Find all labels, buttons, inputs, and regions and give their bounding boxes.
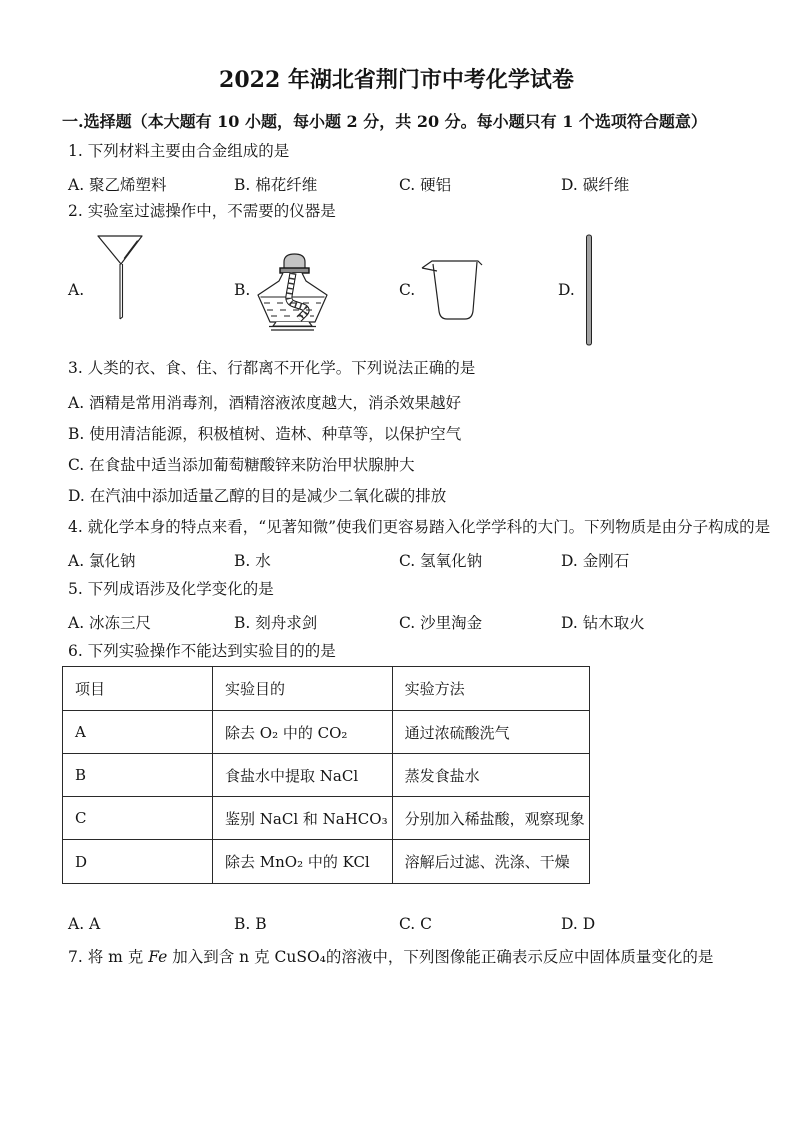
table-cell: C [63,797,213,840]
option-a: A. A [68,915,101,933]
question-1-stem: 1. 下列材料主要由合金组成的是 [68,142,290,160]
table-header-row [63,667,590,711]
question-4-options [0,549,793,569]
option-d: D. D [561,915,596,933]
option-b: B. B [234,915,267,933]
table-cell: 通过浓硫酸洗气 [392,711,589,754]
table-row [63,711,590,754]
question-7-stem-post: 加入到含 n 克 CuSO₄的溶液中，下列图像能正确表示反应中固体质量变化的是 [167,948,714,966]
glass-rod-icon [585,234,594,347]
table-cell: 蒸发食盐水 [392,754,589,797]
option-d: D. 钻木取火 [561,614,645,632]
question-7-stem [68,948,713,967]
table-cell: 分别加入稀盐酸，观察现象 [392,797,589,840]
page-title: 2022 年湖北省荆门市中考化学试卷 [219,67,574,93]
question-7-fe-symbol: Fe [148,948,168,966]
table-row [63,840,590,884]
question-3-option-a: A. 酒精是常用消毒剂，酒精溶液浓度越大，消杀效果越好 [68,394,462,412]
option-c: C. 硬铝 [399,176,452,194]
table-row [63,797,590,840]
table-header-cell: 项目 [63,667,213,711]
option-a: A. 聚乙烯塑料 [68,176,167,194]
option-c: C. 氢氧化钠 [399,552,483,570]
figure-label-b: B. [234,281,251,299]
table-header-cell: 实验方法 [392,667,589,711]
table-cell: 除去 O₂ 中的 CO₂ [213,711,393,754]
table-row [63,754,590,797]
experiment-table [62,666,590,884]
table-cell: 溶解后过滤、洗涤、干燥 [392,840,589,884]
option-d: D. 碳纤维 [561,176,630,194]
section-header: 一.选择题（本大题有 10 小题，每小题 2 分，共 20 分。每小题只有 1 个选项符合题意） [62,112,707,131]
figure-label-c: C. [399,281,416,299]
question-3-option-c: C. 在食盐中适当添加葡萄糖酸锌来防治甲状腺肿大 [68,456,415,474]
option-b: B. 刻舟求剑 [234,614,318,632]
option-d: D. 金刚石 [561,552,630,570]
alcohol-lamp-icon [256,252,330,332]
table-cell: 食盐水中提取 NaCl [213,754,393,797]
question-4-stem: 4. 就化学本身的特点来看，“见著知微”使我们更容易踏入化学学科的大门。下列物质是由分子构成的是 [68,518,771,536]
table-header-cell: 实验目的 [213,667,393,711]
question-6-stem: 6. 下列实验操作不能达到实验目的的是 [68,642,336,660]
table-cell: A [63,711,213,754]
question-6-answer-options [0,915,793,935]
option-b: B. 棉花纤维 [234,176,318,194]
question-3-option-d: D. 在汽油中添加适量乙醇的目的是减少二氧化碳的排放 [68,487,447,505]
option-a: A. 氯化钠 [68,552,136,570]
funnel-icon [96,234,144,322]
option-c: C. 沙里淘金 [399,614,483,632]
figure-label-a: A. [68,281,85,299]
question-1-options [0,173,793,193]
table-cell: 鉴别 NaCl 和 NaHCO₃ [213,797,393,840]
table-cell: 除去 MnO₂ 中的 KCl [213,840,393,884]
table-cell: D [63,840,213,884]
option-c: C. C [399,915,433,933]
table-cell: B [63,754,213,797]
option-a: A. 冰冻三尺 [68,614,152,632]
question-3-option-b: B. 使用清洁能源，积极植树、造林、种草等，以保护空气 [68,425,462,443]
figure-label-d: D. [558,281,575,299]
question-3-stem: 3. 人类的衣、食、住、行都离不开化学。下列说法正确的是 [68,359,476,377]
question-5-stem: 5. 下列成语涉及化学变化的是 [68,580,274,598]
option-b: B. 水 [234,552,271,570]
beaker-icon [420,256,486,324]
question-5-options [0,611,793,631]
question-2-stem: 2. 实验室过滤操作中，不需要的仪器是 [68,202,336,220]
question-7-stem-pre: 7. 将 m 克 [68,948,149,966]
